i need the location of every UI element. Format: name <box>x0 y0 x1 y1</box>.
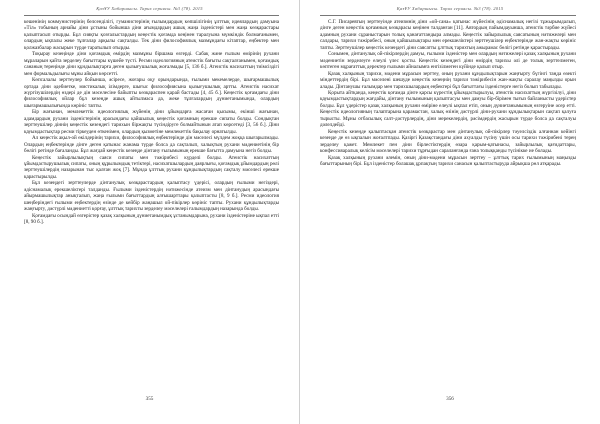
paragraph: кешенінің коммунистерінің белсенділігі, гуманистерінің ғылымдардың көпшілігінің ұлттық идеялардың дамуына «Тіл» тобының арнайы діни ұстыны бойынша діни ағымдардың ашық жаңа ізденістері мен жаңа көзқарастары қалыптасып отырды. Бұл сияқты қозғалыстардың кеңестік қоғамда кеңінен таралуына мүмкіндік болмағанымен, олардың ықпалы жеке тұлғалар арқылы сақталды. Тек діни философиялық мазмұндағы кітаптар, еңбектер мен қолжазбалар жасырын түрде таратылып отырды. <box>24 19 279 51</box>
paragraph: С.Г. Писаревтың зерттеуінде атеизмнің діни «ой-сана» қатынас жүйесінің әдіснамалық негізі тұжырымдалып, дінге деген кеңестік қоғамның көзқарасы кеңінен талданған [11]. Автордың пайымдауынша, атеистік тәрбие жүйесі адамның рухани сұраныстарын толық қанағаттандыра алмады. Кеңестік зайырлылық саясатының нәтижелері мен салдары, тарихи тәжірибесі, оның қайшылықтары мен ерекшеліктері зерттеушілер еңбектерінде жан-жақты көрініс тапты. Зерттеушілер кеңестік кезеңдегі діни саясатты ұлттық тарихтың ажырамас бөлігі ретінде қарастырады. <box>320 19 576 51</box>
paragraph: Кеңестік кезеңде қалыптасқан атеистік көзқарастар мен дінтанулық ой-пікірлер тәуелсіздік алғаннан кейінгі кезеңде де өз ықпалын жоғалтпады. Қазіргі Қазақстандағы діни ахуалды түсіну үшін осы тарихи тәжірибені терең зерделеу қажет. Мемлекет пен діни бірлестіктердің өзара қарым-қатынасы, зайырлылық қағидаттары, конфессияаралық келісім мәселелері тарихи тұрғыдан сараланғанда ғана толыққанды түсінікке ие болады. <box>320 128 576 155</box>
paragraph: Бұл кезеңдегі зерттеулерде дінтанулық көзқарастардың қалыптасу үдерісі, олардың ғылыми негіздері, әдіснамалық ерекшеліктері талданды. Ғылыми ізденістердің нәтижесінде атеизм мен дінтанудың арасындағы айырмашылықтар анықталып, жаңа ғылыми бағыттардың алғышарттары қалыптасты [8, 9 б.]. Ресми идеология шеңберіндегі ғылыми еңбектердің өзінде де кейбір жаңашыл ой-пікірлер көрініс тапты. Рухани құндылықтарды жаңғырту, дәстүрлі мәдениетті қорғау, ұлттық тарихты зерделеу мәселелері ғалымдардың назарында болды. <box>24 180 279 213</box>
paragraph: Сонымен, дінтанулық ой-пікірлердің дамуы, ғылыми ізденістер мен олардың нәтижелері қазақ халқының рухани мәдениетін зерделеуге елеулі үлес қосты. Кеңестік кезеңдегі діни өмірдің тарихы әлі де толық зерттелмеген, көптеген мұрағаттық деректер ғылыми айналымға енгізілмеген күйінде қалып отыр. <box>320 51 576 71</box>
paragraph: Бір жағынан, мемлекеттік идеологиялық жүйенің діни ұйымдарға жасаған қысымы, екінші жағынан, адамдардың рухани ізденістерінің арасындағы қайшылық кеңестік қоғамның ерекше сипаты болды. Сондықтан зерттеушілер діннің кеңестік кезеңдегі тарихын біржақты түсіндіруге болмайтынын атап көрсетеді [3, 56 б.]. Діни қауымдастықтар ресми тіркеуден өткенімен, олардың қызметіне мемлекеттік бақылау орнатылды. <box>24 109 279 135</box>
body-text <box>24 19 279 371</box>
body-text <box>320 19 576 371</box>
right-page <box>300 0 600 424</box>
page-number: 355 <box>145 396 154 402</box>
running-head: ҚазҰУ Хабаршысы. Тарих сериясы. №3 (78). 2015 <box>96 6 203 11</box>
header-rule <box>24 15 279 16</box>
running-head: ҚазҰУ Хабаршысы. Тарих сериясы. №3 (78). 2015 <box>396 6 504 11</box>
paragraph: Қазақ халқының тарихи, мәдени мұрасын зерттеу, оның рухани құндылықтарын жаңғырту бүгінгі таңда өзекті міндеттердің бірі. Бұл мәселені шешуде кеңестік кезеңнің тарихи тәжірибесін жан-жақты саралау маңызды орын алады. Дінтанушы ғалымдар мен тарихшылардың еңбектері бұл бағыттағы ізденістерге негіз болып табылады. <box>320 70 576 90</box>
paragraph: Қазақ халқының рухани әлемін, оның діни-мәдени мұрасын зерттеу – ұлттық тарих ғылымының маңызды бағыттарының бірі. Бұл ізденістер болашақ ұрпақтың тарихи санасын қалыптастыруда айрықша рөл атқарады. <box>320 154 576 167</box>
page-number: 356 <box>446 396 454 402</box>
paragraph: Қорыта айтқанда, кеңестік қоғамда дінге қарсы күрестің ұйымдастырылуы, атеистік насихаттың жүргізілуі, діни қауымдастықтардың жағдайы, дінтану ғылымының қалыптасуы мен дамуы бір-бірімен тығыз байланысты үдерістер болды. Бұл үдерістер қазақ халқының рухани өміріне елеулі ықпал етіп, оның дүниетанымының өзгеруіне әсер етті. Кеңестік идеологияның талаптарына қарамастан, халық өзінің дәстүрлі діни-рухани құндылықтарын сақтап қалуға тырысты. Мұны отбасылық салт-дәстүрлердің, діни мерекелердің, рәсімдердің жасырын түрде болса да сақталуы дәлелдейді. <box>320 89 576 129</box>
paragraph: Кеңестік зайырлылықтың саяси сипаты мен тәжірибесі күрделі болды. Атеистік насихаттың ұйымдастырушылық сипаты, оның құрылымдық тетіктері, насихатшылардың даярлығы, қоғамдық ұйымдардың рөлі зерттеушілердің назарынан тыс қалған жоқ [7]. Мұнда ұлттық рухани құндылықтардың сақталу мәселесі ерекше қарастырылды. <box>24 154 279 180</box>
paragraph: Ал кеңестік ақыл-ой өкілдерінің тарихи, философиялық еңбектерінде дін мәселесі мүлдем жоққа шығарылмады. Олардың еңбектерінде дінге деген қатынас жанама түрде болса да сақталып, халықтың рухани мәдениетінің бір бөлігі ретінде бағаланды. Бұл жағдай кеңестік кезеңде дінтану ғылымының ерекше бағытта дамуына негіз болды. <box>24 135 279 155</box>
paragraph: Қоғамдағы осындай өзгерістер қазақ халқының дүниетанымдық ұстанымдарына, рухани ізденістеріне ықпал етті [8, 90 б.]. <box>24 212 279 226</box>
paragraph: Көпсалалы зерттеулер бойынша, әсіресе, жоғары оқу орындарында, ғылыми мекемелерде, шығармашылық ортада діни әдебиетке, мистикалық ілімдерге, шығыс философиясына қызығушылық артты. Атеистік насихат жүргізушілердің өздері де дін мәселесіне байыпты көзқараспен қарай бастады [4, 45 б.]. Кеңестік қоғамдағы діни философиялық ойлар бұл кезеңде ашық айтылмаса да, жеке тұлғалардың дүниетанымында, олардың шығармашылығында көрініс тапты. <box>24 77 279 109</box>
paragraph: Тоқырау кезеңінде діни қоғамдық өмірдің мазмұны біршама өзгерді. Сабақ және ғылым өмірінің рухани мұраларын қайта зерделеу бағыттары күшейе түсті. Ресми идеологияның атеистік бағыты сақталғанымен, қоғамдық сананың тереңінде діни құндылықтарға деген қызығушылық жоғалмады [5, 136 б.]. Атеистік насихаттың тиімсіздігі мен формальдылығы мұны айқын көрсетті. <box>24 51 279 77</box>
header-rule <box>320 15 576 16</box>
